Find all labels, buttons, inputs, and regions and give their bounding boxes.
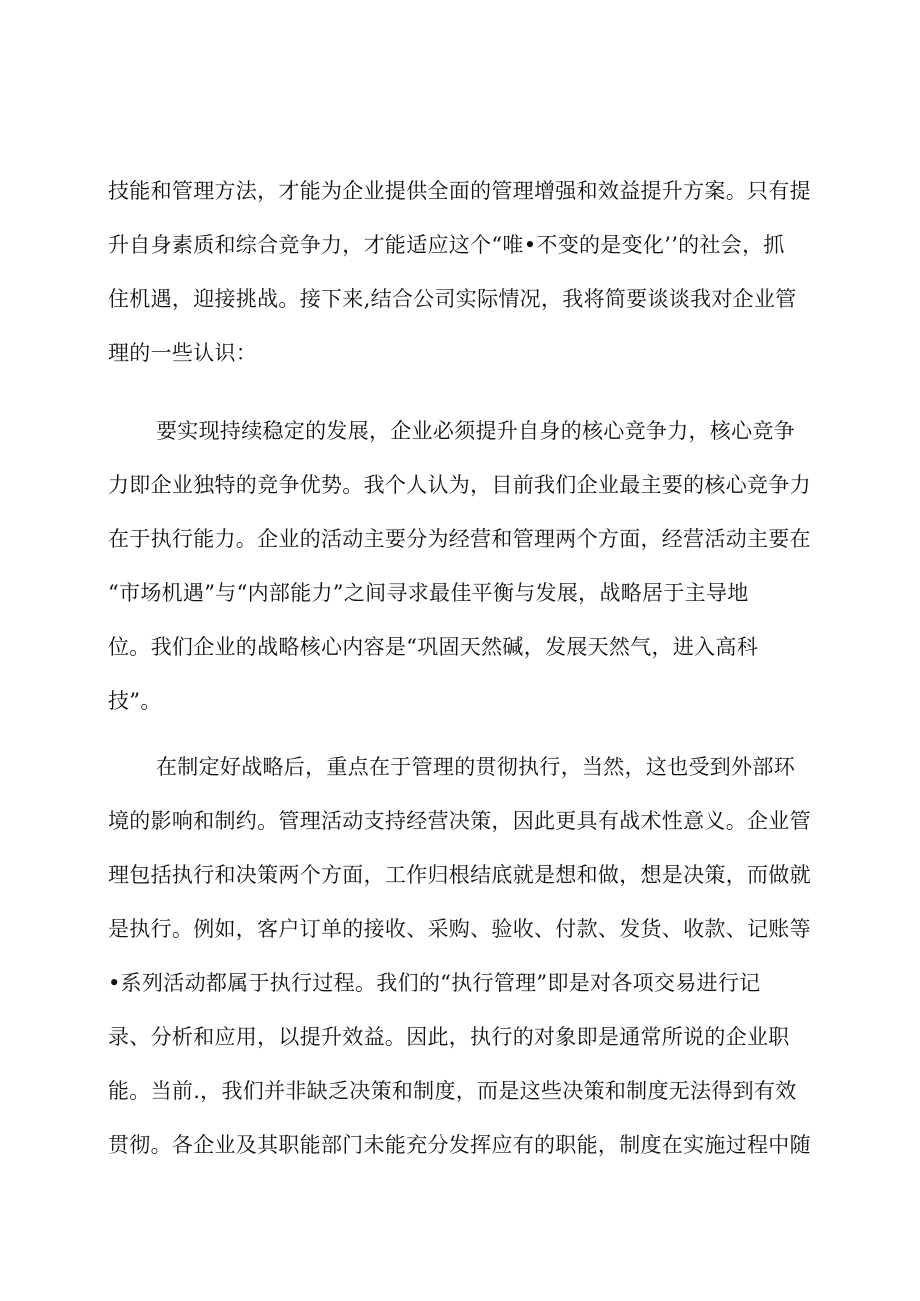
paragraph-1 <box>108 164 828 380</box>
text-line: 能。当前.，我们并非缺乏决策和制度，而是这些决策和制度无法得到有效 <box>108 1079 797 1103</box>
text-line: “市场机遇”与“内部能力”之间寻求最佳平衡与发展，战略居于主导地 <box>108 581 749 605</box>
text-line: 位。我们企业的战略核心内容是“巩固天然碱，发展天然气，进入高科 <box>108 635 759 659</box>
text-line: 在制定好战略后，重点在于管理的贯彻执行，当然，这也受到外部环 <box>156 755 795 779</box>
text-line: 要实现持续稳定的发展，企业必须提升自身的核心竞争力，核心竞争 <box>156 419 795 443</box>
text-line: 录、分析和应用，以提升效益。因此，执行的对象即是通常所说的企业职 <box>108 1025 790 1049</box>
text-line: 在于执行能力。企业的活动主要分为经营和管理两个方面，经营活动主要在 <box>108 527 811 551</box>
text-line: •系列活动都属于执行过程。我们的“执行管理”即是对各项交易进行记 <box>108 971 761 995</box>
text-line: 理包括执行和决策两个方面，工作归根结底就是想和做，想是决策，而做就 <box>108 863 811 887</box>
text-line: 是执行。例如，客户订单的接收、采购、验收、付款、发货、收款、记账等 <box>108 917 811 941</box>
paragraph-3 <box>108 740 828 1172</box>
text-line: 技能和管理方法，才能为企业提供全面的管理增强和效益提升方案。只有提 <box>108 179 811 203</box>
text-line: 贯彻。各企业及其职能部门未能充分发挥应有的职能，制度在实施过程中随 <box>108 1133 811 1157</box>
text-line: 力即企业独特的竞争优势。我个人认为，目前我们企业最主要的核心竞争力 <box>108 473 811 497</box>
text-line: 升自身素质和综合竞争力，才能适应这个“唯•不变的是变化’’的社会，抓 <box>108 233 785 257</box>
paragraph-2 <box>108 404 828 728</box>
text-line: 境的影响和制约。管理活动支持经营决策，因此更具有战术性意义。企业管 <box>108 809 811 833</box>
text-line: 住机遇，迎接挑战。接下来,结合公司实际情况，我将简要谈谈我对企业管 <box>108 287 797 311</box>
text-line: 理的一些认识： <box>108 341 258 365</box>
text-line: 技”。 <box>108 689 162 713</box>
